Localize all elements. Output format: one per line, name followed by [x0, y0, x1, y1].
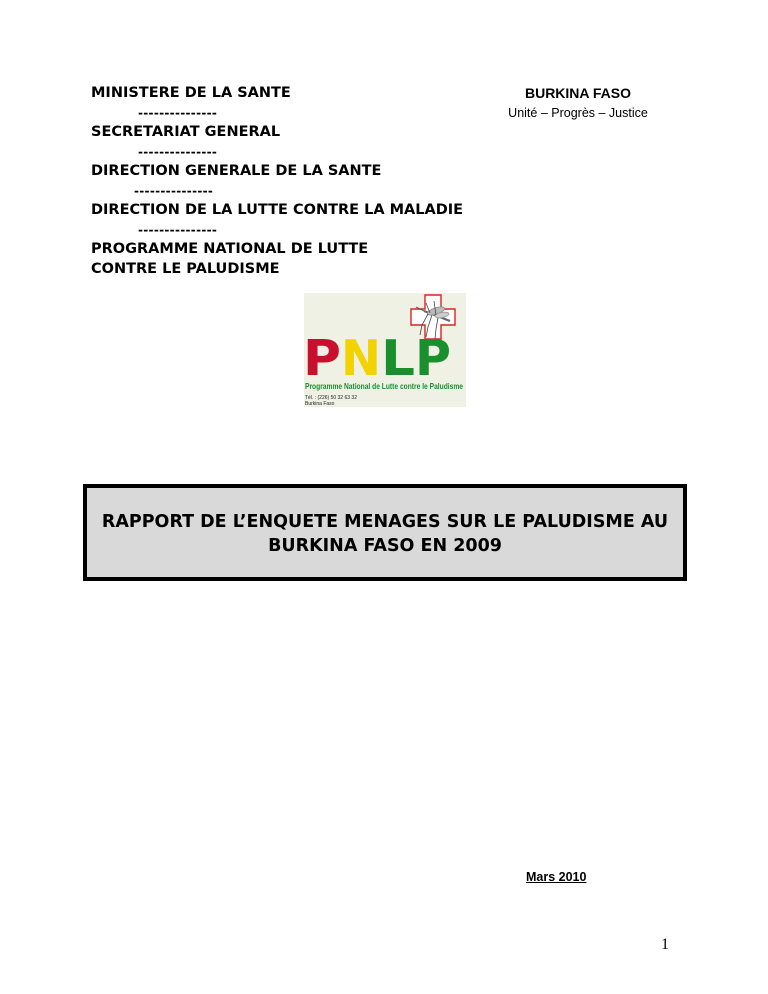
separator: ---------------: [138, 222, 218, 237]
national-motto: Unité – Progrès – Justice: [508, 105, 648, 120]
logo-location: Burkina Faso: [305, 401, 335, 407]
direction-lutte-name: DIRECTION DE LA LUTTE CONTRE LA MALADIE: [91, 202, 464, 218]
report-title-line1: RAPPORT DE L’ENQUETE MENAGES SUR LE PALUDISME AU: [101, 511, 669, 532]
logo-letter-l: L: [381, 330, 415, 387]
programme-name-line1: PROGRAMME NATIONAL DE LUTTE: [91, 241, 369, 257]
report-title-line2: BURKINA FASO EN 2009: [268, 535, 502, 556]
report-title-box: [83, 484, 687, 581]
country-header: [488, 84, 668, 123]
logo-subtitle: Programme National de Lutte contre le Paludisme: [305, 381, 464, 391]
logo-phone: Tél. : (226) 50 32 63 32: [305, 395, 357, 401]
secretariat-name: SECRETARIAT GENERAL: [91, 124, 281, 140]
report-date: Mars 2010: [526, 870, 587, 884]
country-name: BURKINA FASO: [524, 85, 632, 101]
logo-letter-n: N: [341, 330, 381, 387]
separator: ---------------: [138, 105, 218, 120]
report-title: [95, 510, 675, 558]
separator: ---------------: [134, 183, 214, 198]
logo-letter-p1: P: [303, 330, 341, 387]
ministry-hierarchy: [91, 84, 511, 279]
separator: ---------------: [138, 144, 218, 159]
programme-name-line2: CONTRE LE PALUDISME: [91, 260, 280, 277]
pnlp-logo-graphic: [304, 293, 466, 407]
pnlp-logo: [304, 293, 466, 407]
direction-generale-name: DIRECTION GENERALE DE LA SANTE: [91, 163, 382, 179]
ministry-name: MINISTERE DE LA SANTE: [91, 85, 291, 101]
page-number: 1: [661, 936, 669, 953]
logo-letter-p2: P: [415, 330, 451, 387]
